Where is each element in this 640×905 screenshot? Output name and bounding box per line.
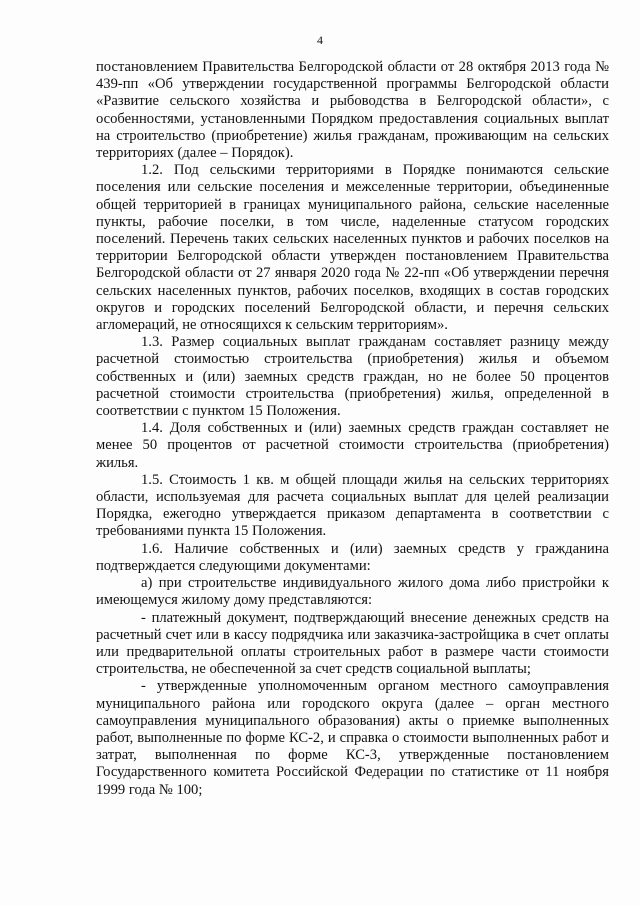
paragraph-1-4: 1.4. Доля собственных и (или) заемных средств граждан составляет не менее 50 процентов от расчетной стоимости строительства (приобретения) жилья. [96, 420, 609, 471]
paragraph-1-3: 1.3. Размер социальных выплат гражданам составляет разницу между расчетной стоимостью строительства (приобретения) жилья и объемом собственных и (или) заемных средств граждан, но не более 50 процентов расчетной стоимости строительства (приобретения) жилья, определенной в соответствии с пунктом 15 Положения. [96, 334, 609, 420]
paragraph-1-6-a: а) при строительстве индивидуального жилого дома либо пристройки к имеющемуся жилому дому представляются: [96, 575, 609, 609]
paragraph-1-2: 1.2. Под сельскими территориями в Порядке понимаются сельские поселения или сельские поселения и межселенные территории, объединенные общей территорией в границах муниципального района, сельские населенные пункты, рабочие поселки, в том числе, наделенные статусом городских поселений. Перечень таких сельских населенных пунктов и рабочих поселков на территории Белгородской области утвержден постановлением Правительства Белгородской области от 27 января 2020 года № 22-пп «Об утверждении перечня сельских населенных пунктов, рабочих поселков, входящих в состав городских округов и городских поселений Белгородской области, и перечня сельских агломераций, не относящихся к сельским территориям». [96, 162, 609, 334]
document-body [96, 59, 609, 799]
list-item-payment-document: - платежный документ, подтверждающий внесение денежных средств на расчетный счет или в кассу подрядчика или заказчика-застройщика в счет оплаты или предварительной оплаты строительных работ в размере части стоимости строительства, не обеспеченной за счет средств социальной выплаты; [96, 609, 609, 678]
paragraph-1-5: 1.5. Стоимость 1 кв. м общей площади жилья на сельских территориях области, используемая для расчета социальных выплат для целей реализации Порядка, ежегодно утверждается приказом департамента в соответствии с требованиями пункта 15 Положения. [96, 471, 609, 540]
paragraph-continuation: постановлением Правительства Белгородской области от 28 октября 2013 года № 439-пп «Об утверждении государственной программы Белгородской области «Развитие сельского хозяйства и рыбоводства в Белгородской области», с особенностями, установленными Порядком предоставления социальных выплат на строительство (приобретение) жилья гражданам, проживающим на сельских территориях (далее – Порядок). [96, 59, 609, 162]
paragraph-1-6: 1.6. Наличие собственных и (или) заемных средств у гражданина подтверждается следующими документами: [96, 540, 609, 574]
page-number: 4 [317, 33, 323, 47]
list-item-approved-acts: - утвержденные уполномоченным органом местного самоуправления муниципального района или городского округа (далее – орган местного самоуправления муниципального образования) акты о приемке выполненных работ, выполненные по форме КС-2, и справка о стоимости выполненных работ и затрат, выполненная по форме КС-3, утвержденные постановлением Государственного комитета Российской Федерации по статистике от 11 ноября 1999 года № 100; [96, 678, 609, 798]
